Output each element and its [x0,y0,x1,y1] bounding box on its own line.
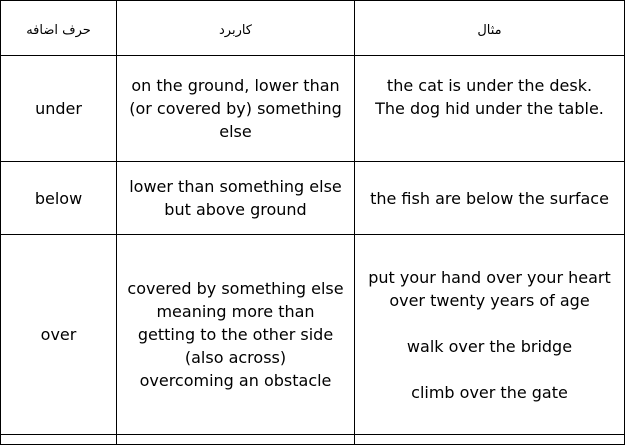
empty-cell [355,435,625,445]
example-cell [355,56,625,162]
preposition-word: under [35,99,82,118]
usage-line: on the ground, lower than [131,76,340,95]
example-line: climb over the gate [411,382,568,402]
header-usage [117,1,355,56]
usage-line: covered by something else [127,279,344,298]
table-row-partial [1,435,625,445]
preposition-cell [1,162,117,235]
preposition-word: below [34,188,83,208]
example-line: the fish are below the surface [370,188,609,208]
example-line: walk over the bridge [406,336,573,356]
usage-line: but above ground [164,200,307,219]
example-line: over twenty years of age [389,290,590,310]
table-header-row [1,1,625,56]
preposition-word: over [40,325,77,344]
line-gap [355,312,624,335]
preposition-cell [1,56,117,162]
example-cell [355,235,625,435]
table-row [1,235,625,435]
usage-line: lower than something else [129,177,342,196]
usage-line: getting to the other side [137,325,334,344]
example-line: put your hand over your heart [368,267,611,287]
usage-cell [117,235,355,435]
header-preposition [1,1,117,56]
line-gap [355,358,624,381]
header-preposition-label: حرف اضافه [26,22,91,38]
usage-line: meaning more than [156,302,315,321]
usage-line: else [219,122,252,141]
usage-line: (or covered by) something [129,99,342,118]
header-usage-label: کاربرد [218,22,252,38]
preposition-cell [1,235,117,435]
table-row [1,162,625,235]
table-row [1,56,625,162]
usage-line: overcoming an obstacle [139,371,332,390]
usage-line: (also across) [184,348,287,367]
header-example-label: مثال [477,22,502,38]
empty-cell [117,435,355,445]
header-example [355,1,625,56]
empty-cell [1,435,117,445]
example-line: The dog hid under the table. [375,98,604,118]
usage-cell [117,56,355,162]
example-line: the cat is under the desk. [386,75,593,95]
usage-cell [117,162,355,235]
example-cell [355,162,625,235]
